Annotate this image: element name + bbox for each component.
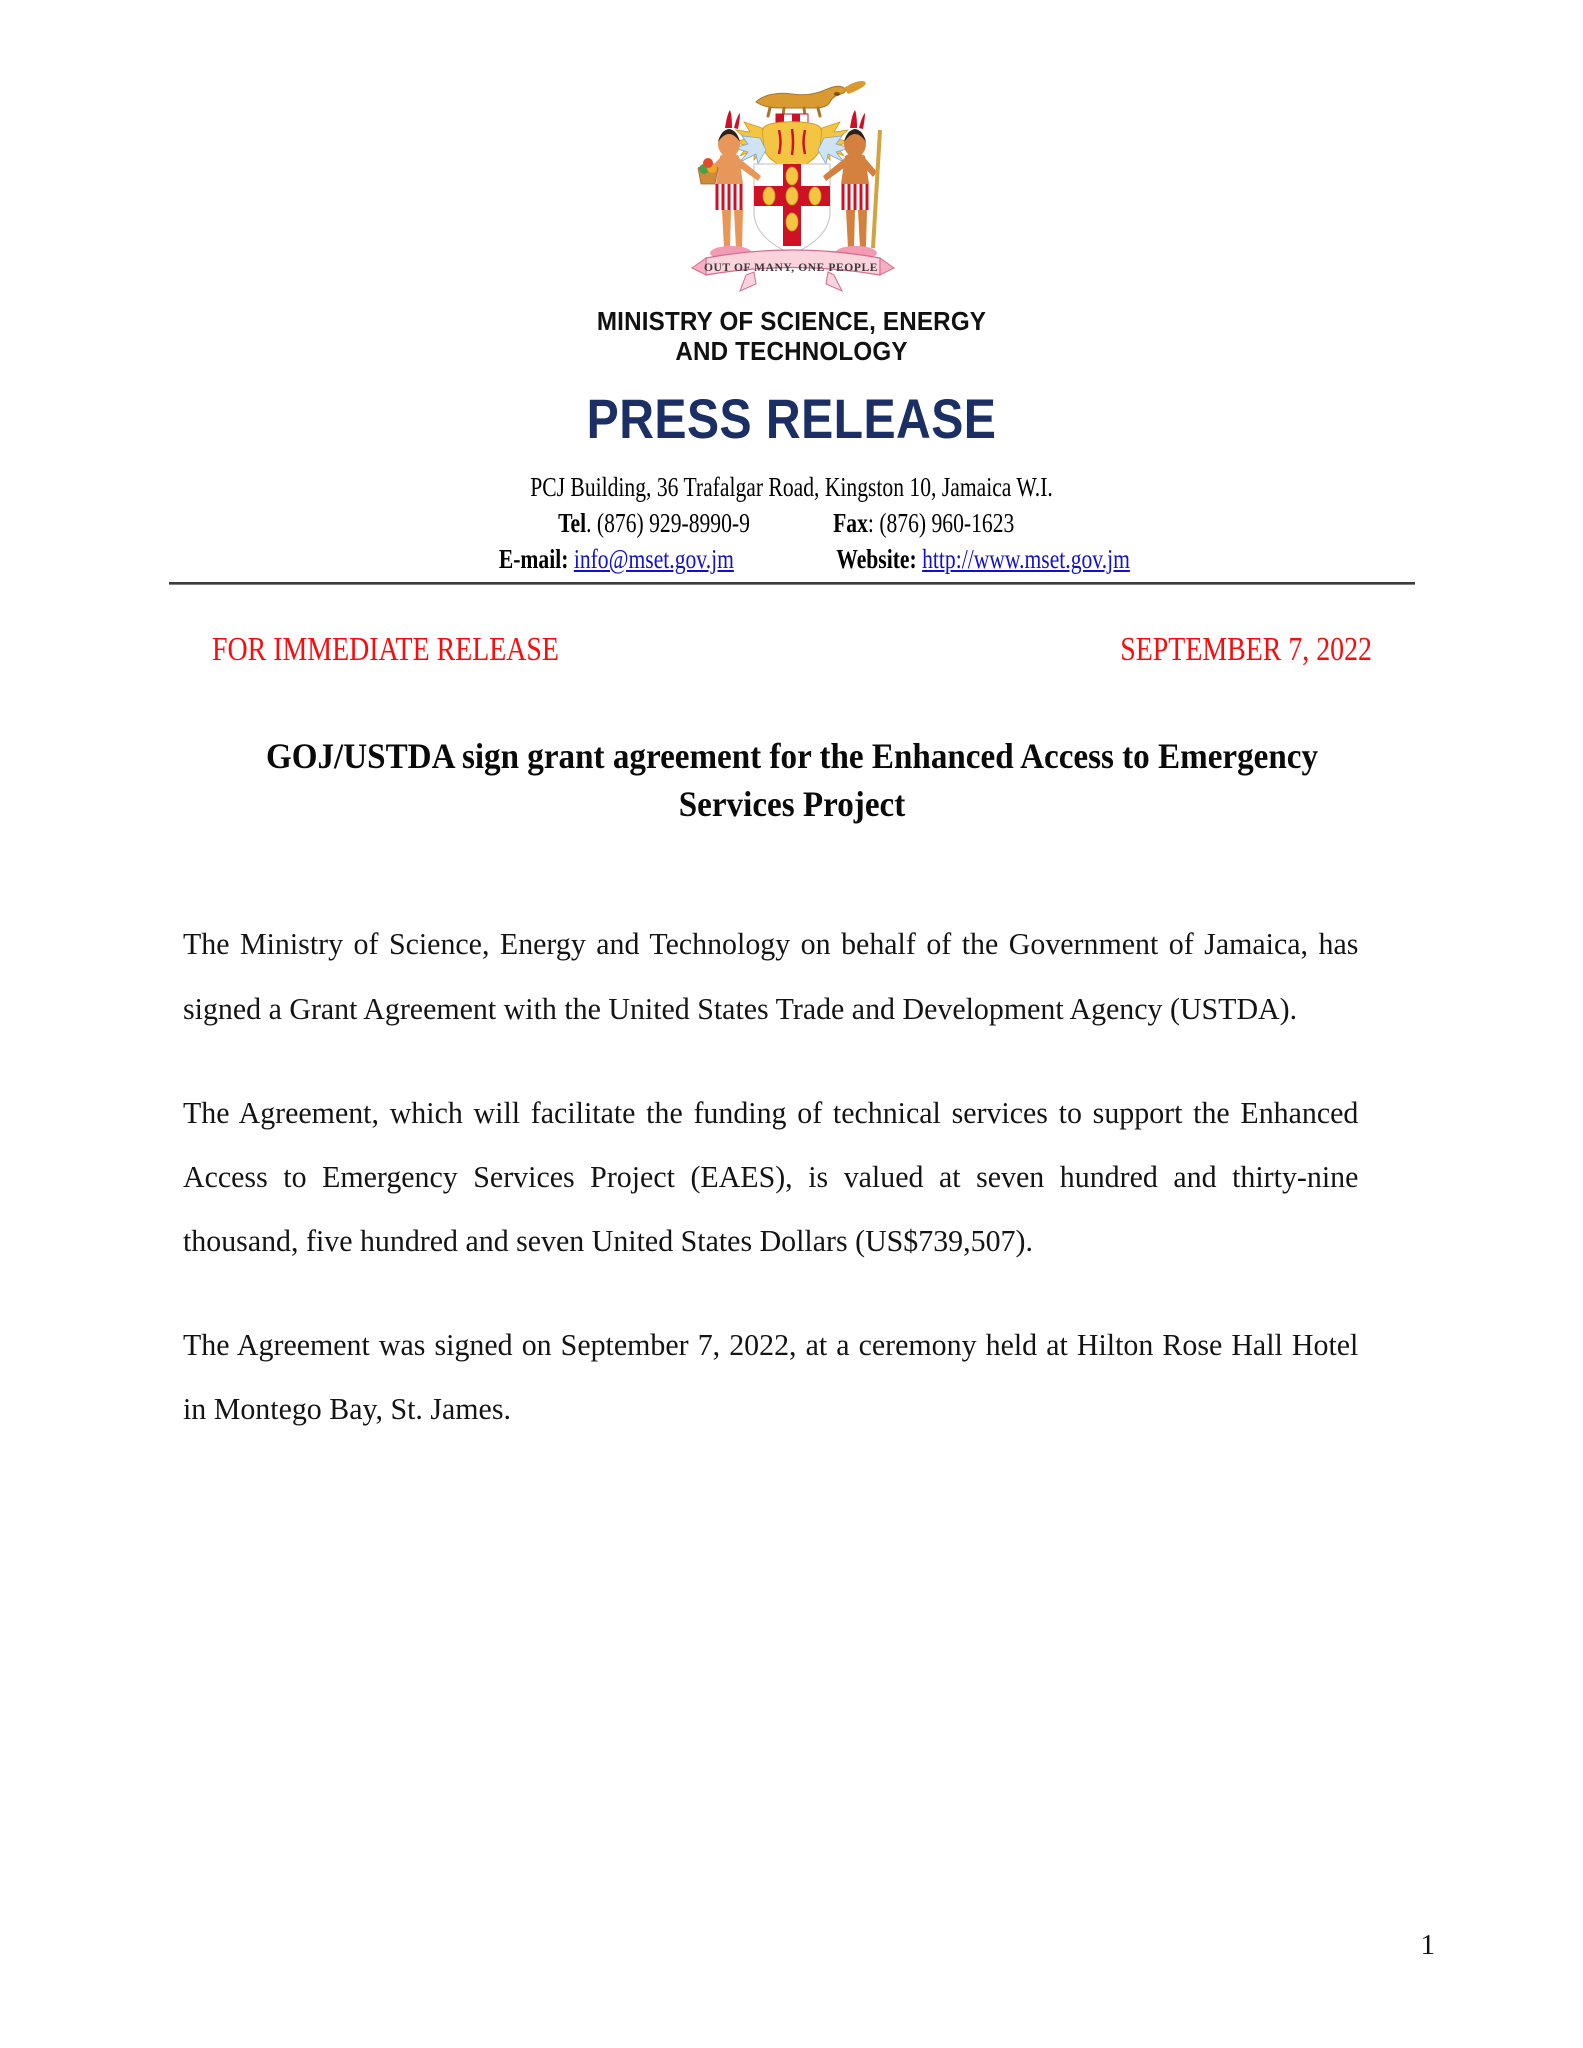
body-paragraph: The Agreement was signed on September 7, 2022, at a ceremony held at Hilton Rose Hall Hotel in Montego Bay, St. James. [182,1327,1358,1427]
jamaica-coat-of-arms-icon [684,72,899,294]
contact-block [158,469,1424,578]
release-line [212,631,1372,668]
release-date: SEPTEMBER 7, 2022 [1119,631,1372,669]
contact-address: PCJ Building, 36 Trafalgar Road, Kingston 10, Jamaica W.I. [530,471,1053,502]
contact-tel-separator: . [586,507,597,538]
body-copy [183,912,1401,1441]
body-paragraph: The Agreement, which will facilitate the funding of technical services to support the Enhanced Access to Emergency Services Project (EAES), is valued at seven hundred and thirty-nine thousand, five hundred and seven United States Dollars (US$739,507). [182,1094,1358,1259]
page-title: PRESS RELEASE [586,386,997,450]
headline: GOJ/USTDA sign grant agreement for the Enhanced Access to Emergency Services Project [265,735,1318,824]
ministry-name [55,306,1527,367]
website-link[interactable]: http://www.mset.gov.jm [922,544,1130,575]
contact-fax-value: (876) 960-1623 [879,507,1015,538]
header-divider [169,582,1415,585]
contact-tel-label: Tel [558,507,587,538]
letterhead [0,0,1583,585]
contact-phone-row [183,505,1399,541]
contact-website [792,541,1352,577]
ministry-name-line-1: MINISTRY OF SCIENCE, ENERGY [596,306,987,336]
contact-address-row [158,469,1424,505]
contact-online-row [183,541,1399,577]
contact-email [232,541,792,577]
crest-motto-text: OUT OF MANY, ONE PEOPLE [703,262,879,274]
contact-website-label: Website: [836,544,917,575]
page-number: 1 [1420,1929,1435,1961]
contact-fax [792,505,1352,541]
contact-tel-value: (876) 929-8990-9 [596,507,750,538]
contact-fax-label: Fax [833,507,868,538]
contact-tel [232,505,792,541]
ministry-name-line-2: AND TECHNOLOGY [675,336,908,367]
email-link[interactable]: info@mset.gov.jm [573,544,734,575]
body-paragraph: The Ministry of Science, Energy and Technology on behalf of the Government of Jamaica, has signed a Grant Agreement with the United States Trade and Development Agency (USTDA). [182,926,1358,1026]
for-immediate-release-label: FOR IMMEDIATE RELEASE [211,631,559,669]
contact-email-label: E-mail: [498,544,569,575]
contact-fax-separator: : [867,507,880,538]
